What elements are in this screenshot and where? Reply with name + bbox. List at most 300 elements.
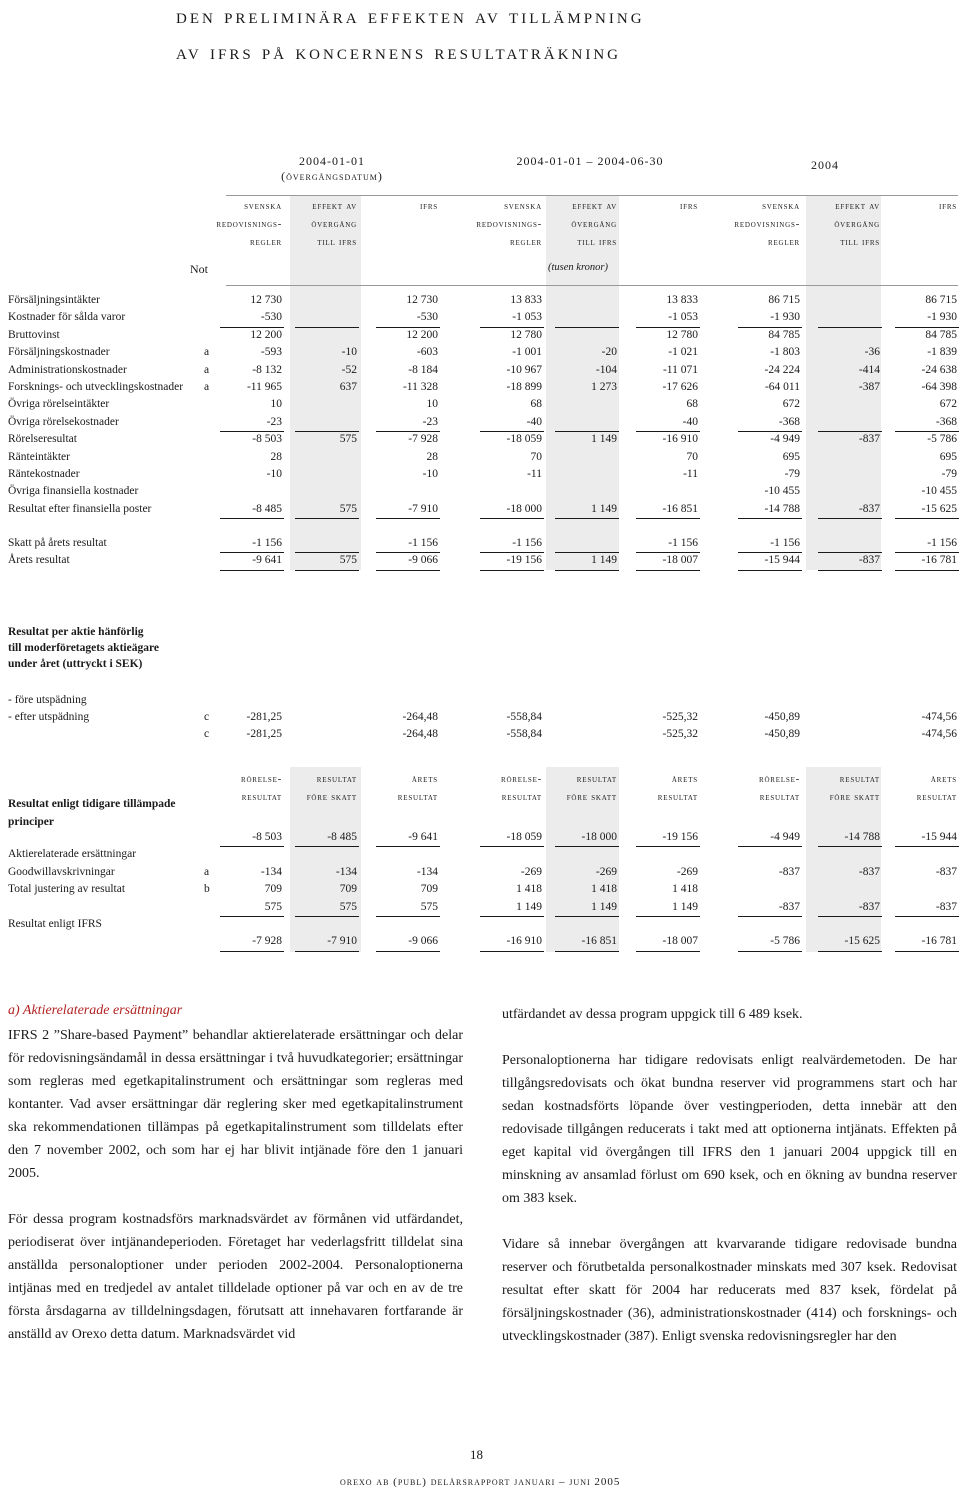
table-row <box>0 485 960 502</box>
sum-rule <box>295 518 359 519</box>
table-row <box>0 537 960 554</box>
sum-rule <box>295 431 359 432</box>
recon-column-header-text: före skatt <box>829 792 880 803</box>
sum-rule <box>376 570 440 571</box>
sum-rule <box>636 518 700 519</box>
sum-rule <box>895 431 959 432</box>
column-header-text: svenska <box>504 201 542 212</box>
table-cell: -9 066 <box>408 935 438 948</box>
recon-column-header-text: resultat <box>657 792 698 803</box>
recon-column-header-text: rörelse- <box>240 774 282 785</box>
table-cell: 12 200 <box>250 328 282 341</box>
page-number: 18 <box>470 1447 483 1462</box>
table-cell: -837 <box>935 900 957 913</box>
table-cell: -1 156 <box>770 537 800 549</box>
table-cell: 575 <box>339 433 357 446</box>
table-row <box>0 866 960 883</box>
table-cell: -8 503 <box>252 433 282 446</box>
table-cell: -530 <box>260 311 282 324</box>
table-cell: 86 715 <box>768 294 800 306</box>
table-cell: -1 156 <box>668 537 698 549</box>
sum-rule <box>738 846 802 847</box>
table-cell: 1 149 <box>591 433 617 446</box>
row-label: Ränteintäkter <box>8 450 70 463</box>
sum-rule <box>480 846 544 847</box>
table-row <box>0 398 960 415</box>
table-cell: -837 <box>858 900 880 913</box>
table-cell: -64 398 <box>921 381 957 393</box>
eps-heading: Resultat per aktie hänförlig till moderföretagets aktieägare under året (uttryckt i SEK) <box>8 626 159 670</box>
table-cell: -8 184 <box>408 363 438 376</box>
table-cell: -36 <box>864 346 880 359</box>
table-cell: -17 626 <box>662 381 698 393</box>
column-header-text: till ifrs <box>840 237 880 248</box>
table-cell: -10 455 <box>921 485 957 498</box>
sum-rule <box>295 951 359 952</box>
table-cell: -19 156 <box>506 554 542 567</box>
table-cell: -16 851 <box>581 935 617 948</box>
header-rule <box>226 195 958 196</box>
recon-heading: Resultat enligt tidigare tillämpade principer <box>8 798 176 828</box>
table-cell: 28 <box>426 450 438 463</box>
table-cell: -837 <box>858 554 880 567</box>
table-cell: -18 059 <box>506 831 542 843</box>
recon-column-header-text: före skatt <box>566 792 617 803</box>
period-header-1: 2004-01-01 (övergångsdatum) <box>281 154 383 183</box>
sum-rule <box>636 916 700 917</box>
table-cell: -7 928 <box>252 935 282 948</box>
table-cell: 672 <box>782 398 800 411</box>
table-cell: -1 001 <box>512 346 542 359</box>
table-cell: -16 781 <box>921 554 957 567</box>
row-label: Övriga finansiella kostnader <box>8 485 139 498</box>
table-cell: -4 949 <box>770 831 800 843</box>
column-header-text: regler <box>767 237 800 248</box>
row-note: a <box>204 865 210 878</box>
row-label: Resultat efter finansiella poster <box>8 502 152 515</box>
table-row <box>0 294 960 311</box>
column-header-text: regler <box>509 237 542 248</box>
sum-rule <box>480 518 544 519</box>
column-header-text: övergång <box>311 219 357 230</box>
right-text-column <box>502 1003 957 1371</box>
table-row <box>0 311 960 328</box>
table-cell: -11 328 <box>402 381 438 393</box>
column-header-text: övergång <box>571 219 617 230</box>
table-cell: 672 <box>939 398 957 411</box>
table-cell: -24 224 <box>764 363 800 376</box>
column-header-text: redovisnings- <box>476 219 542 230</box>
sum-rule <box>220 327 284 328</box>
table-cell: -1 930 <box>770 311 800 324</box>
table-cell: 68 <box>686 398 698 411</box>
table-cell: -593 <box>260 346 282 359</box>
sum-rule <box>895 916 959 917</box>
sum-rule <box>376 951 440 952</box>
sum-rule <box>738 552 802 553</box>
sum-rule <box>480 327 544 328</box>
recon-column-header-text: resultat <box>916 792 957 803</box>
recon-column-header-text: resultat <box>241 792 282 803</box>
recon-column-header-text: resultat <box>759 792 800 803</box>
recon-column-header-text: rörelse- <box>758 774 800 785</box>
table-cell: -474,56 <box>921 728 957 740</box>
table-cell: 12 780 <box>666 328 698 341</box>
recon-column-header-text: årets <box>671 774 698 785</box>
column-header-text: effekt av <box>572 201 617 212</box>
table-cell: -269 <box>676 865 698 878</box>
table-cell: -264,48 <box>402 728 438 740</box>
sum-rule <box>555 552 619 553</box>
sum-rule <box>895 570 959 571</box>
row-label: Försäljningsintäkter <box>8 294 100 306</box>
sum-rule <box>895 552 959 553</box>
table-cell: -7 910 <box>408 502 438 515</box>
sum-rule <box>220 431 284 432</box>
sum-rule <box>636 570 700 571</box>
table-cell: 1 273 <box>591 381 617 393</box>
table-row <box>0 433 960 450</box>
table-row <box>0 416 960 433</box>
sum-rule <box>220 518 284 519</box>
sum-rule <box>376 431 440 432</box>
sum-rule <box>895 518 959 519</box>
table-cell: -18 007 <box>662 935 698 948</box>
sum-rule <box>818 552 882 553</box>
table-cell: -16 781 <box>921 935 957 948</box>
table-cell: -474,56 <box>921 711 957 723</box>
sum-rule <box>738 431 802 432</box>
row-label: Rörelseresultat <box>8 433 77 446</box>
table-cell: -40 <box>526 415 542 428</box>
table-cell: -269 <box>520 865 542 878</box>
sum-rule <box>895 951 959 952</box>
table-row <box>0 848 960 865</box>
sum-rule <box>220 951 284 952</box>
table-cell: -18 000 <box>581 831 617 843</box>
table-cell: 637 <box>339 381 357 393</box>
sum-rule <box>738 916 802 917</box>
table-cell: 695 <box>782 450 800 463</box>
row-label: Skatt på årets resultat <box>8 537 107 549</box>
table-cell: -15 625 <box>921 502 957 515</box>
sum-rule <box>555 846 619 847</box>
sum-rule <box>295 327 359 328</box>
table-cell: -24 638 <box>921 363 957 376</box>
column-header-text: redovisnings- <box>734 219 800 230</box>
sum-rule <box>818 916 882 917</box>
table-cell: 13 833 <box>666 294 698 306</box>
table-cell: -264,48 <box>402 711 438 723</box>
table-row <box>0 346 960 363</box>
table-row <box>0 329 960 346</box>
column-header-text: ifrs <box>680 201 698 212</box>
table-cell: 84 785 <box>925 328 957 341</box>
row-label: Resultat enligt IFRS <box>8 918 102 930</box>
table-row <box>0 883 960 900</box>
table-cell: -79 <box>784 468 800 480</box>
table-cell: -8 132 <box>252 363 282 376</box>
page-title-line2: av ifrs på koncernens resultaträkning <box>176 40 622 64</box>
page-title-line1: den preliminära effekten av tillämpning <box>176 4 645 28</box>
sum-rule <box>636 951 700 952</box>
table-cell: -7 910 <box>327 935 357 948</box>
right-paragraph-1: utfärdandet av dessa program uppgick till 6 489 ksek. <box>502 1007 803 1022</box>
column-header-text: svenska <box>244 201 282 212</box>
sum-rule <box>895 327 959 328</box>
sum-rule <box>376 916 440 917</box>
table-cell: -52 <box>341 363 357 376</box>
footer-text: orexo ab (publ) delårsrapport januari – juni 2005 <box>340 1476 621 1488</box>
table-cell: 10 <box>426 398 438 411</box>
table-cell: 84 785 <box>768 328 800 341</box>
table-cell: 695 <box>939 450 957 463</box>
sum-rule <box>895 846 959 847</box>
sum-rule <box>220 570 284 571</box>
table-cell: -387 <box>858 381 880 393</box>
table-cell: -4 949 <box>770 433 800 446</box>
table-cell: -16 910 <box>662 433 698 446</box>
row-label: Administrationskostnader <box>8 363 127 376</box>
table-cell: 86 715 <box>925 294 957 306</box>
table-cell: -18 007 <box>662 554 698 567</box>
table-cell: -525,32 <box>662 711 698 723</box>
table-cell: -5 786 <box>927 433 957 446</box>
table-cell: -5 786 <box>770 935 800 948</box>
column-header-text: till ifrs <box>317 237 357 248</box>
table-cell: -837 <box>935 865 957 878</box>
table-cell: 575 <box>339 554 357 567</box>
table-cell: -837 <box>858 865 880 878</box>
table-cell: -837 <box>778 900 800 913</box>
table-cell: -11 <box>527 468 542 480</box>
sum-rule <box>818 570 882 571</box>
table-row <box>0 451 960 468</box>
sum-rule <box>818 327 882 328</box>
table-cell: 12 730 <box>250 294 282 306</box>
table-cell: -14 788 <box>764 502 800 515</box>
table-cell: -10 967 <box>506 363 542 376</box>
row-label: Årets resultat <box>8 554 70 567</box>
table-cell: 12 200 <box>406 328 438 341</box>
table-cell: -450,89 <box>764 728 800 740</box>
table-cell: -18 899 <box>506 381 542 393</box>
row-label: - före utspädning <box>8 694 87 706</box>
recon-column-header-text: resultat <box>576 774 617 785</box>
table-cell: -9 641 <box>252 554 282 567</box>
table-cell: -18 000 <box>506 502 542 515</box>
table-cell: -281,25 <box>246 711 282 723</box>
sum-rule <box>295 570 359 571</box>
table-cell: -837 <box>858 502 880 515</box>
sum-rule <box>738 518 802 519</box>
table-row <box>0 935 960 952</box>
sum-rule <box>818 846 882 847</box>
row-label: Försäljningskostnader <box>8 346 110 359</box>
column-header-text: redovisnings- <box>216 219 282 230</box>
table-cell: -23 <box>422 415 438 428</box>
table-cell: -450,89 <box>764 711 800 723</box>
table-cell: -530 <box>416 311 438 324</box>
recon-column-header-text: rörelse- <box>500 774 542 785</box>
row-label: Räntekostnader <box>8 468 80 480</box>
table-cell: -16 910 <box>506 935 542 948</box>
table-cell: 1 149 <box>516 900 542 913</box>
table-cell: -10 <box>266 468 282 480</box>
sum-rule <box>220 916 284 917</box>
not-label: Not <box>190 262 208 276</box>
sum-rule <box>480 552 544 553</box>
row-note: c <box>204 728 210 740</box>
sum-rule <box>555 518 619 519</box>
table-cell: -269 <box>595 865 617 878</box>
sum-rule <box>636 327 700 328</box>
right-paragraph-3: Vidare så innebar övergången att kvarvarande tidigare redovisade bundna reserver och förutbetalda personalkostnader minskats med 307 ksek. Redovisat resultat efter skatt för 2004 har reducerats med 837 ksek, fördelat på försäljningskostnader (36), administrationskostnader (414) och forsknings- och utvecklingskostnader (387). Enligt svenska redovisningsregler har den <box>502 1237 957 1344</box>
table-cell: 575 <box>339 900 357 913</box>
table-cell: -8 485 <box>327 831 357 843</box>
sum-rule <box>818 951 882 952</box>
sum-rule <box>376 552 440 553</box>
sum-rule <box>636 552 700 553</box>
left-paragraph-2: För dessa program kostnadsförs marknadsvärdet av förmånen vid utfärdandet, periodiserat över intjänandeperioden. Företaget har vederlagsfritt tilldelat sina anställda personaloptioner under perioden 2002-2004. Personaloptionerna intjänas med en tredjedel av antalet tilldelade optioner på var och en av de tre första årsdagarna av tilldelningsdagen, förutsatt att innehavaren fortfarande är anställd av Orexo detta datum. Marknadsvärdet vid <box>8 1212 463 1342</box>
section-heading: a) Aktierelaterade ersättningar <box>8 1003 183 1018</box>
table-cell: -558,84 <box>506 711 542 723</box>
table-cell: 1 418 <box>672 883 698 896</box>
table-cell: -79 <box>941 468 957 480</box>
table-cell: 68 <box>530 398 542 411</box>
sum-rule <box>220 552 284 553</box>
table-row <box>0 503 960 520</box>
table-cell: -1 053 <box>668 311 698 324</box>
table-cell: -414 <box>858 363 880 376</box>
table-cell: 1 149 <box>672 900 698 913</box>
table-cell: -10 455 <box>764 485 800 498</box>
sum-rule <box>738 327 802 328</box>
table-cell: -1 839 <box>927 346 957 359</box>
table-row <box>0 831 960 848</box>
sum-rule <box>738 570 802 571</box>
row-note: b <box>204 883 210 896</box>
row-label: Bruttovinst <box>8 328 60 341</box>
table-cell: -9 066 <box>408 554 438 567</box>
table-cell: 709 <box>264 883 282 896</box>
table-cell: -19 156 <box>662 831 698 843</box>
table-cell: -8 485 <box>252 502 282 515</box>
left-paragraph-1: IFRS 2 ”Share-based Payment” behandlar aktierelaterade ersättningar och delar för redovisningsändamål in dessa ersättningar i två huvudkategorier; ersättningar som regleras med egetkapitalinstrument och ersättningar som regleras med kontanter. Vad avser ersättningar där reglering sker med egetkapitalinstrument ska rekommendationen tillämpas på egetkapitalinstrument som tilldelats efter den 7 november 2002, och som har ej har blivit intjänade före den 1 januari 2005. <box>8 1028 463 1181</box>
row-note: a <box>204 346 210 359</box>
sum-rule <box>480 951 544 952</box>
table-cell: -1 930 <box>927 311 957 324</box>
table-cell: -64 011 <box>764 381 800 393</box>
column-header-text: ifrs <box>939 201 957 212</box>
table-cell: -1 803 <box>770 346 800 359</box>
table-cell: 12 730 <box>406 294 438 306</box>
row-note: a <box>204 363 210 376</box>
sum-rule <box>376 327 440 328</box>
sum-rule <box>738 951 802 952</box>
sum-rule <box>295 846 359 847</box>
sum-rule <box>555 916 619 917</box>
table-cell: -525,32 <box>662 728 698 740</box>
recon-column-header-text: resultat <box>501 792 542 803</box>
table-cell: 70 <box>530 450 542 463</box>
period-header-2: 2004-01-01 – 2004-06-30 <box>516 154 664 168</box>
table-cell: -558,84 <box>506 728 542 740</box>
table-cell: -1 021 <box>668 346 698 359</box>
table-cell: -14 788 <box>844 831 880 843</box>
sum-rule <box>818 431 882 432</box>
period-header-3: 2004 <box>811 158 839 172</box>
table-cell: -15 625 <box>844 935 880 948</box>
table-cell: -1 156 <box>408 537 438 549</box>
table-row <box>0 901 960 918</box>
table-row <box>0 711 960 728</box>
table-cell: 575 <box>339 502 357 515</box>
table-row <box>0 694 960 711</box>
sum-rule <box>636 846 700 847</box>
table-cell: -20 <box>601 346 617 359</box>
table-cell: 709 <box>420 883 438 896</box>
table-cell: -1 156 <box>927 537 957 549</box>
table-row <box>0 918 960 935</box>
sum-rule <box>555 570 619 571</box>
table-cell: -23 <box>266 415 282 428</box>
table-cell: 1 418 <box>591 883 617 896</box>
sum-rule <box>295 552 359 553</box>
table-cell: 575 <box>264 900 282 913</box>
table-cell: -15 944 <box>921 831 957 843</box>
recon-column-header-text: resultat <box>397 792 438 803</box>
table-cell: -837 <box>778 865 800 878</box>
table-row <box>0 381 960 398</box>
sum-rule <box>480 431 544 432</box>
table-cell: -134 <box>260 865 282 878</box>
row-label: Övriga rörelseintäkter <box>8 398 110 411</box>
table-row <box>0 468 960 485</box>
table-cell: -9 641 <box>408 831 438 843</box>
sum-rule <box>376 518 440 519</box>
table-cell: -15 944 <box>764 554 800 567</box>
table-cell: 1 149 <box>591 900 617 913</box>
table-cell: -11 <box>683 468 698 480</box>
unit-label: (tusen kronor) <box>548 262 608 273</box>
table-cell: -134 <box>335 865 357 878</box>
sum-rule <box>555 951 619 952</box>
table-cell: -104 <box>595 363 617 376</box>
table-cell: -11 965 <box>246 381 282 393</box>
table-row <box>0 728 960 745</box>
row-label: Aktierelaterade ersättningar <box>8 848 137 861</box>
row-label: - efter utspädning <box>8 711 90 723</box>
table-cell: -40 <box>682 415 698 428</box>
recon-column-header-text: resultat <box>839 774 880 785</box>
table-cell: -281,25 <box>246 728 282 740</box>
row-label: Kostnader för sålda varor <box>8 311 126 324</box>
sum-rule <box>220 846 284 847</box>
sum-rule <box>555 431 619 432</box>
table-cell: -18 059 <box>506 433 542 446</box>
table-cell: -10 <box>422 468 438 480</box>
row-label: Total justering av resultat <box>8 883 126 896</box>
table-cell: -1 053 <box>512 311 542 324</box>
sum-rule <box>818 518 882 519</box>
row-note: a <box>204 381 210 393</box>
sum-rule <box>376 846 440 847</box>
right-paragraph-2: Personaloptionerna har tidigare redovisats enligt realvärdemetoden. De har tillgångsredovisats och ökat bundna reserver vid programmens start och har sedan kostnadsförts löpande över vestingperioden, detta innebär att den redovisade tillgången reducerats i takt med att optionerna intjänats. Effekten på eget kapital vid övergången till IFRS den 1 januari 2004 uppgick till en minskning av ansamlad förlust om 690 ksek, och en ökning av bundna reserver om 383 ksek. <box>502 1053 957 1206</box>
unit-rule <box>226 285 958 286</box>
table-cell: -1 156 <box>512 537 542 549</box>
column-header-text: regler <box>249 237 282 248</box>
